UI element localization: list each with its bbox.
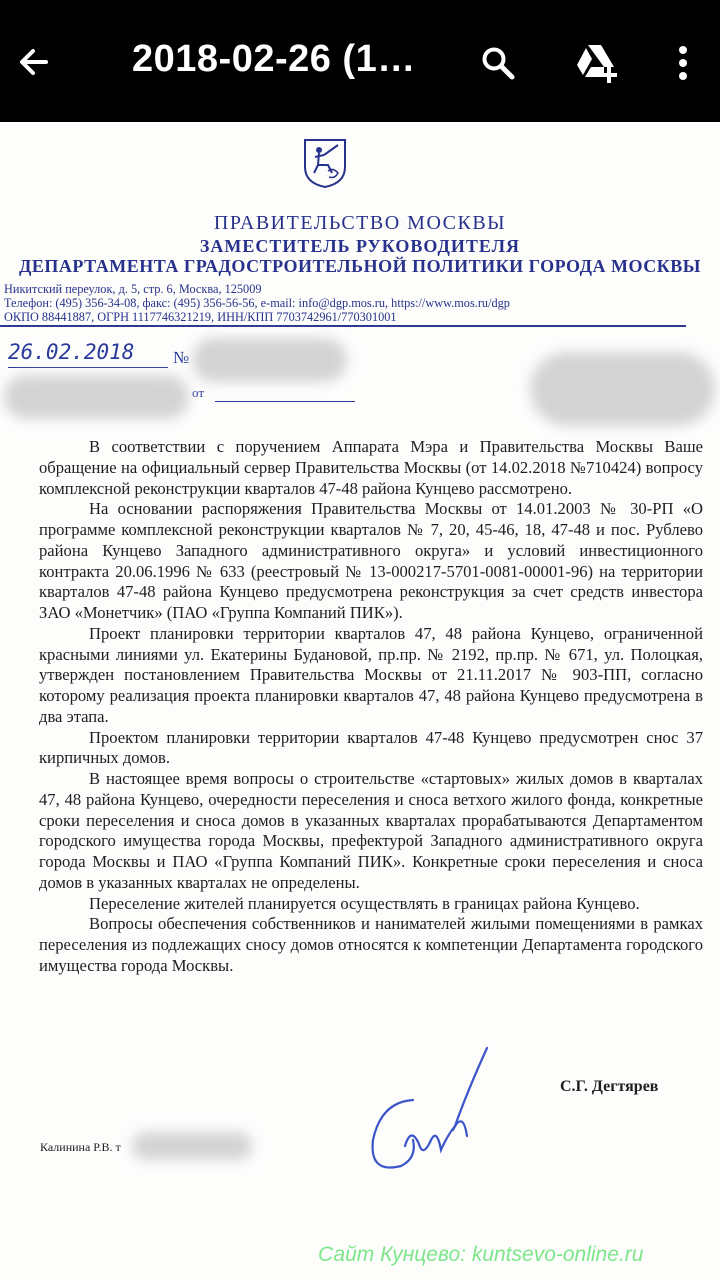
more-vert-icon bbox=[677, 45, 689, 81]
date-underline bbox=[8, 367, 168, 368]
body-paragraph: В настоящее время вопросы о строительстве «стартовых» жилых домов в кварталах 47, 48 района Кунцево, очередности переселения и сноса ветхого жилого фонда, конкретные сроки переселения и сноса домов в указанных кварталах прорабатываются Департаментом городского имущества города Москвы, префектурой Западного административного округа города Москвы и ПАО «Группа Компаний ПИК». Конкретные сроки переселения и сноса домов в указанных кварталах не определены. bbox=[39, 769, 703, 892]
government-name: ПРАВИТЕЛЬСТВО МОСКВЫ bbox=[213, 212, 507, 234]
department-codes: ОКПО 88441887, ОГРН 1117746321219, ИНН/КПП 7703742961/770301001 bbox=[4, 310, 397, 324]
redacted-phone bbox=[132, 1132, 252, 1160]
back-button[interactable] bbox=[12, 37, 56, 87]
body-paragraph: В соответствии с поручением Аппарата Мэра и Правительства Москвы Ваше обращение на официальный сервер Правительства Москвы (от 14.02.2018 №710424) вопросу комплексной реконструкции кварталов 47-48 района Кунцево рассмотрено. bbox=[39, 437, 703, 498]
body-paragraph: На основании распоряжения Правительства Москвы от 14.01.2003 № 30-РП «О программе комплексной реконструкции кварталов № 7, 20, 45-46, 18, 47-48 и пос. Рублево района Кунцево Западного административного округа» и условий инвестиционного контракта 20.06.1996 № 633 (реестровый № 13-000217-5701-0081-00001-96) на территории кварталов 47-48 района Кунцево предусмотрена реконструкция за счет средств инвестора ЗАО «Монетчик» (ПАО «Группа Компаний ПИК»). bbox=[39, 499, 703, 622]
search-button[interactable] bbox=[476, 38, 520, 88]
document-title: 2018-02-26 (1… bbox=[132, 38, 416, 80]
department-contacts: Телефон: (495) 356-34-08, факс: (495) 356-56-56, e-mail: info@dgp.mos.ru, https://www.mos.ru/dgp bbox=[4, 296, 510, 310]
body-paragraph: Вопросы обеспечения собственников и нанимателей жилыми помещениями в рамках переселения из подлежащих сносу домов относятся к компетенции Департамента городского имущества города Москвы. bbox=[39, 914, 703, 975]
official-position: ЗАМЕСТИТЕЛЬ РУКОВОДИТЕЛЯ bbox=[199, 236, 521, 256]
redacted-recipient bbox=[530, 352, 715, 426]
arrow-left-icon bbox=[16, 44, 52, 80]
reference-from-label: от bbox=[192, 385, 205, 400]
department-address: Никитский переулок, д. 5, стр. 6, Москва, 125009 bbox=[4, 282, 262, 296]
body-paragraph: Переселение жителей планируется осуществлять в границах района Кунцево. bbox=[89, 893, 640, 913]
more-options-button[interactable] bbox=[668, 38, 698, 88]
department-name: ДЕПАРТАМЕНТА ГРАДОСТРОИТЕЛЬНОЙ ПОЛИТИКИ ГОРОДА МОСКВЫ bbox=[19, 256, 701, 276]
site-watermark: Сайт Кунцево: kuntsevo-online.ru bbox=[318, 1243, 644, 1266]
save-to-drive-button[interactable] bbox=[570, 38, 624, 88]
body-paragraph: Проектом планировки территории кварталов 47-48 Кунцево предусмотрен снос 37 кирпичных домов. bbox=[39, 727, 703, 768]
executor-name: Калинина Р.В. т bbox=[40, 1140, 121, 1154]
body-paragraph: Проект планировки территории кварталов 47, 48 района Кунцево, ограниченной красными линиями ул. Екатерины Будановой, пр.пр. № 2192, пр.пр. № 671, ул. Полоцкая, утвержден постановлением Правительства Москвы от 21.11.2017 № 903-ПП, согласно которому реализация проекта планировки кварталов 47, 48 района Кунцево предусмотрена в два этапа. bbox=[39, 623, 703, 726]
letter-body bbox=[39, 437, 703, 977]
registration-number-sign: № bbox=[173, 348, 190, 367]
redacted-reference bbox=[4, 375, 189, 419]
redacted-reg-number bbox=[192, 338, 347, 382]
moscow-coat-of-arms-icon bbox=[302, 137, 348, 189]
signatory-name: С.Г. Дегтярев bbox=[560, 1078, 659, 1095]
reference-underline bbox=[215, 401, 355, 402]
app-bar bbox=[0, 0, 720, 122]
search-icon bbox=[480, 45, 516, 81]
handwritten-date: 26.02.2018 bbox=[8, 340, 135, 364]
letterhead-divider bbox=[0, 325, 686, 327]
handwritten-signature bbox=[355, 1040, 495, 1180]
google-drive-add-icon bbox=[574, 43, 620, 83]
